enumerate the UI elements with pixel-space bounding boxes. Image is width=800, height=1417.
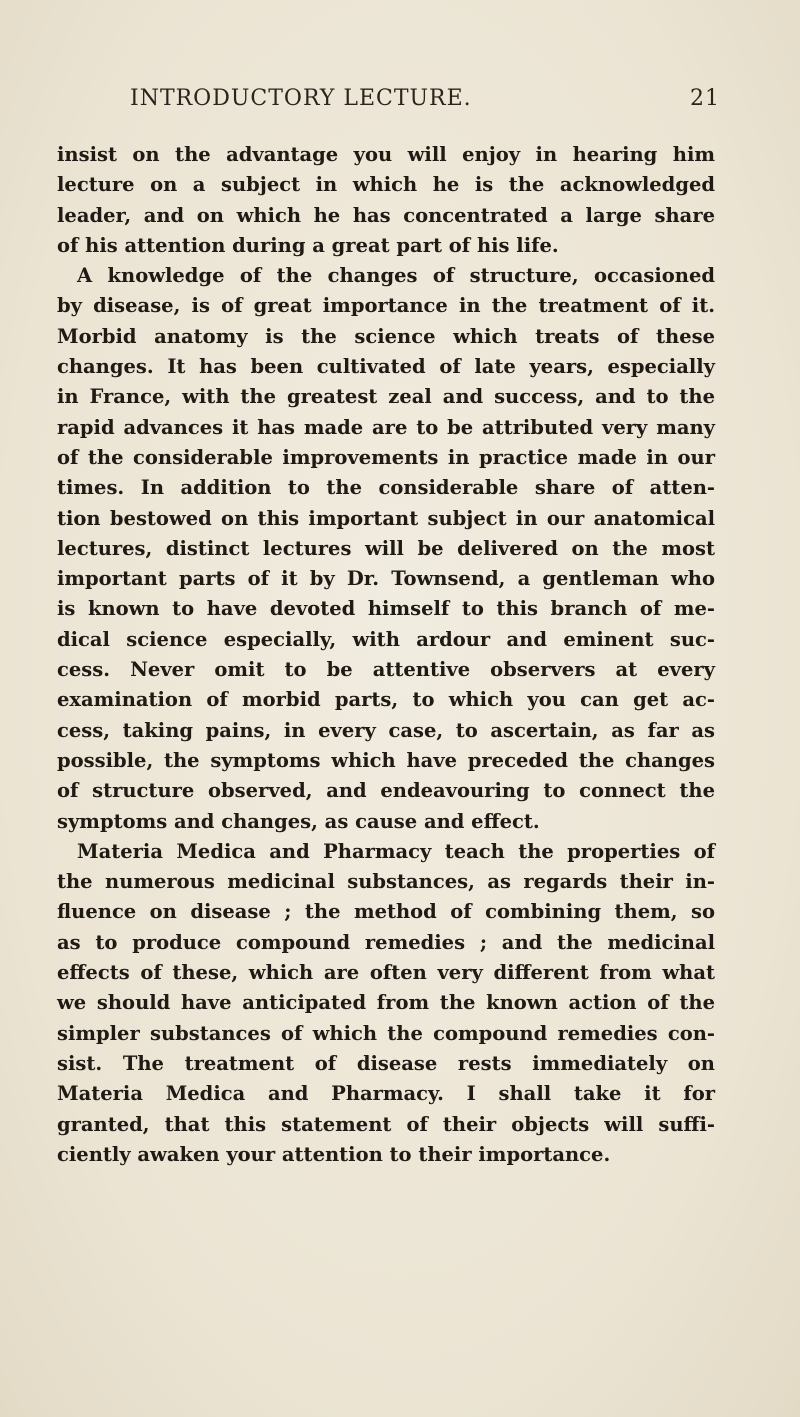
text-line: Morbid anatomy is the science which treats of these xyxy=(57,324,715,348)
text-line: examination of morbid parts, to which you can get ac- xyxy=(57,688,715,712)
text-line: lectures, distinct lectures will be delivered on the most xyxy=(57,536,715,560)
text-line: important parts of it by Dr. Townsend, a gentleman who xyxy=(57,567,715,591)
text-line: changes. It has been cultivated of late years, especially xyxy=(57,355,715,379)
text-line: as to produce compound remedies ; and the medicinal xyxy=(57,930,715,954)
text-line: possible, the symptoms which have preceded the changes xyxy=(57,748,715,772)
text-line: sist. The treatment of disease rests immediately on xyxy=(57,1051,715,1075)
text-line: is known to have devoted himself to this branch of me- xyxy=(57,597,715,621)
text-line: cess. Never omit to be attentive observers at every xyxy=(57,658,715,682)
page-number: 21 xyxy=(690,86,720,111)
text-line: simpler substances of which the compound remedies con- xyxy=(57,1021,715,1045)
text-line: of the considerable improvements in practice made in our xyxy=(57,445,715,469)
text-line: ciently awaken your attention to their importance. xyxy=(57,1142,611,1166)
text-line: fluence on disease ; the method of combining them, so xyxy=(57,900,715,924)
text-line: of structure observed, and endeavouring to connect the xyxy=(57,779,715,803)
body-text xyxy=(57,140,715,1170)
text-line: symptoms and changes, as cause and effect. xyxy=(57,809,540,833)
text-line: granted, that this statement of their objects will suffi- xyxy=(57,1112,715,1136)
text-line: Materia Medica and Pharmacy. I shall take it for xyxy=(57,1082,715,1106)
text-line: tion bestowed on this important subject in our anatomical xyxy=(57,506,715,530)
text-line: lecture on a subject in which he is the acknowledged xyxy=(57,173,715,197)
text-line: A knowledge of the changes of structure, occasioned xyxy=(77,264,715,288)
text-line: the numerous medicinal substances, as regards their in- xyxy=(57,870,715,894)
running-title: INTRODUCTORY LECTURE. xyxy=(130,86,472,111)
text-line: we should have anticipated from the known action of the xyxy=(57,991,715,1015)
text-line: dical science especially, with ardour and eminent suc- xyxy=(57,627,715,651)
text-line: by disease, is of great importance in the treatment of it. xyxy=(57,294,715,318)
text-line: times. In addition to the considerable share of atten- xyxy=(57,476,715,500)
text-line: cess, taking pains, in every case, to ascertain, as far as xyxy=(57,718,715,742)
text-line: in France, with the greatest zeal and success, and to the xyxy=(57,385,715,409)
text-line: leader, and on which he has concentrated a large share xyxy=(57,203,715,227)
text-line: rapid advances it has made are to be attributed very many xyxy=(57,415,715,439)
text-line: Materia Medica and Pharmacy teach the properties of xyxy=(77,839,715,863)
text-line: insist on the advantage you will enjoy in hearing him xyxy=(57,143,715,166)
text-line: effects of these, which are often very different from what xyxy=(57,961,715,985)
text-line: of his attention during a great part of his life. xyxy=(57,233,559,257)
